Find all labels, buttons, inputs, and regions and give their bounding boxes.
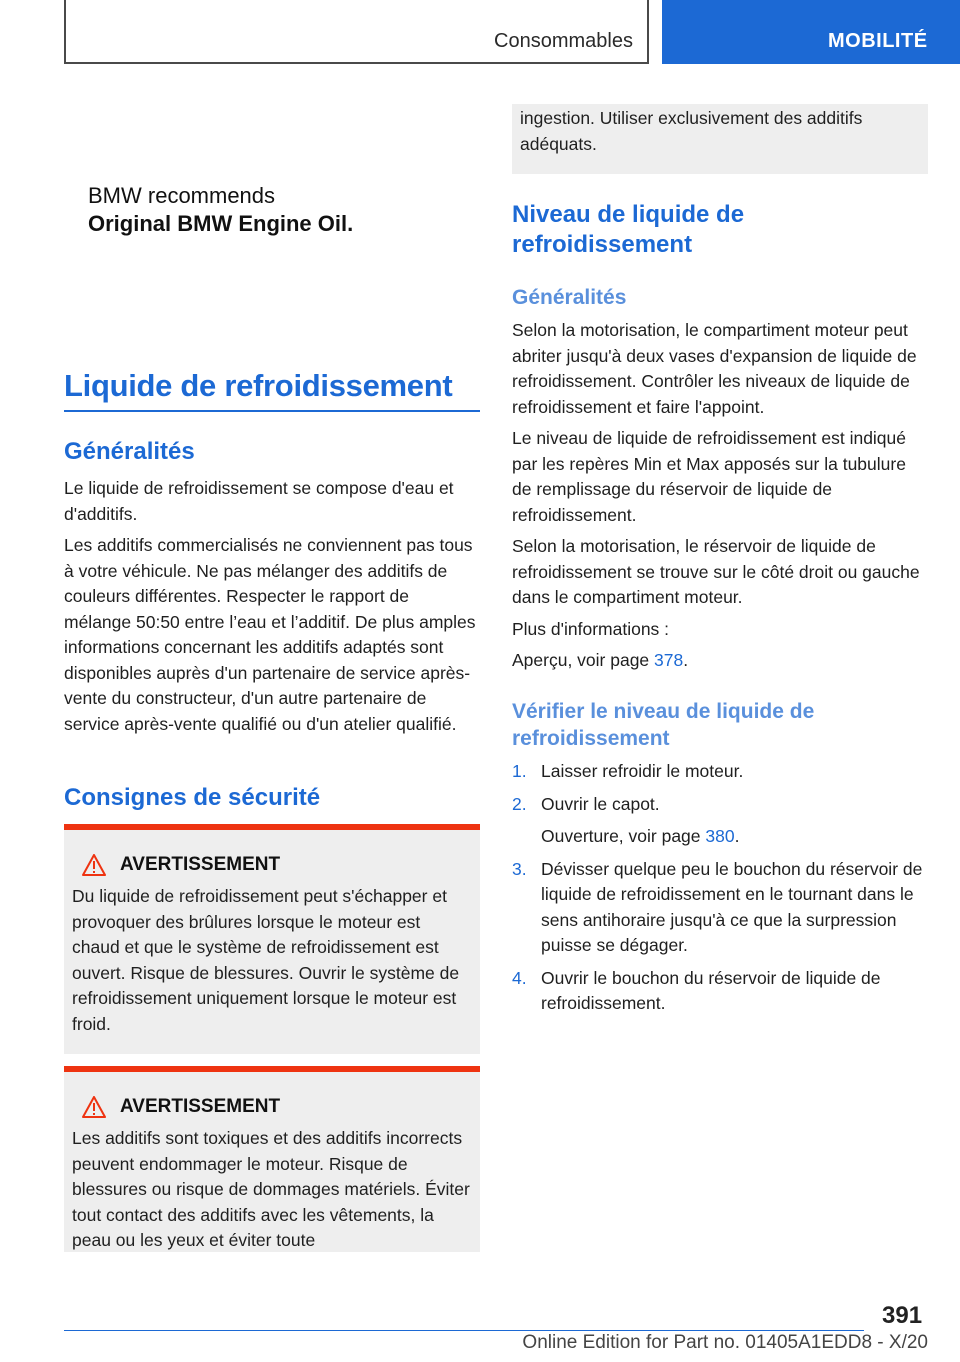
step-number: 3.	[512, 858, 527, 879]
header-chapter-label: MOBILITÉ	[828, 30, 928, 52]
step-number: 4.	[512, 967, 527, 988]
title-underline	[64, 410, 480, 412]
bmw-oil-logo	[88, 182, 353, 238]
step-subtext: Ouverture, voir page 380.	[541, 826, 740, 846]
right-general-heading: Généralités	[512, 286, 627, 309]
step-text: Laisser refroidir le moteur.	[541, 761, 744, 781]
general-heading: Généralités	[64, 438, 195, 465]
footer-edition: Online Edition for Part no. 01405A1EDD8 - X/20	[522, 1332, 928, 1353]
warning-continuation-box	[512, 104, 928, 174]
level-paragraph-2: Le niveau de liquide de refroidissement est indiqué par les repères Min et Max apposés sur la tubulure de remplissage du réservoir de liquide de refroidissement.	[512, 428, 907, 525]
safety-heading: Consignes de sécurité	[64, 784, 321, 811]
warning-box-1	[64, 824, 480, 1054]
logo-line-2: Original BMW Engine Oil.	[88, 211, 354, 236]
header-chapter-tab	[662, 0, 960, 64]
step-number: 1.	[512, 761, 527, 781]
logo-line-1: BMW recommends	[88, 183, 276, 208]
page-title: Liquide de refroidissement	[64, 368, 453, 403]
warning-triangle-icon	[82, 1096, 106, 1118]
step-text: Dévisser quelque peu le bouchon du réservoir de liquide de refroidissement en le tournant dans le sens antihoraire jusqu'à ce que la surpression puisse se dégager.	[541, 858, 923, 955]
header-section-tab	[64, 0, 649, 64]
overview-reference: Aperçu, voir page 378.	[512, 650, 689, 670]
step-number: 2.	[512, 793, 527, 814]
warning-header-2	[72, 1092, 472, 1122]
general-text	[64, 476, 480, 743]
warning-continuation-text: ingestion. Utiliser exclusivement des additifs adéquats.	[520, 108, 863, 154]
warning-box-2	[64, 1066, 480, 1252]
warning-label-2: AVERTISSEMENT	[120, 1096, 281, 1117]
check-heading: Vérifier le niveau de liquide de refroidissement	[512, 700, 815, 750]
general-paragraph-2: Les additifs commercialisés ne conviennent pas tous à votre véhicule. Ne pas mélanger des additifs de couleurs différentes. Respecter le rapport de mélange 50:50 entre l’eau et l’additif. De plus amples informations concernant les additifs adaptés sont disponibles auprès d'un partenaire de service après-vente du constructeur, d'un autre partenaire de service après-vente qualifié ou d'un atelier qualifié.	[64, 535, 476, 734]
step-item	[512, 857, 928, 959]
more-info-label: Plus d'informations :	[512, 618, 670, 639]
right-general-text	[512, 318, 928, 680]
overview-page-link[interactable]: 378	[654, 650, 684, 670]
opening-page-link[interactable]: 380	[705, 826, 735, 846]
footer-rule	[64, 1330, 864, 1331]
page-number: 391	[882, 1302, 923, 1329]
warning-triangle-icon	[82, 854, 106, 876]
header-section-label: Consommables	[494, 30, 633, 52]
warning-label-1: AVERTISSEMENT	[120, 854, 281, 875]
step-item	[512, 759, 928, 785]
general-paragraph-1: Le liquide de refroidissement se compose d'eau et d'additifs.	[64, 478, 454, 524]
step-text: Ouvrir le bouchon du réservoir de liquide de refroidissement.	[541, 967, 881, 1013]
check-steps-list	[512, 759, 928, 1024]
warning-text-2: Les additifs sont toxiques et des additifs incorrects peuvent endommager le moteur. Risque de blessures ou risque de dommages matériels. Éviter tout contact des additifs avec les vêtements, la peau ou les yeux et éviter toute	[72, 1128, 470, 1250]
level-paragraph-1: Selon la motorisation, le compartiment moteur peut abriter jusqu'à deux vases d'expansion de liquide de refroidissement. Contrôler les niveaux de liquide de refroidissement et faire l'appoint.	[512, 320, 917, 417]
level-paragraph-3: Selon la motorisation, le réservoir de liquide de refroidissement se trouve sur le côté droit ou gauche dans le compartiment moteur.	[512, 536, 920, 607]
step-item	[512, 966, 928, 1017]
warning-header-1	[72, 850, 472, 880]
step-item	[512, 792, 928, 850]
warning-text-1: Du liquide de refroidissement peut s'échapper et provoquer des brûlures lorsque le moteur est chaud et que le système de refroidissement est ouvert. Risque de blessures. Ouvrir le système de refroidissement uniquement lorsque le moteur est froid.	[72, 886, 460, 1034]
step-text: Ouvrir le capot.	[541, 793, 660, 814]
level-heading: Niveau de liquide de refroidissement	[512, 201, 745, 258]
